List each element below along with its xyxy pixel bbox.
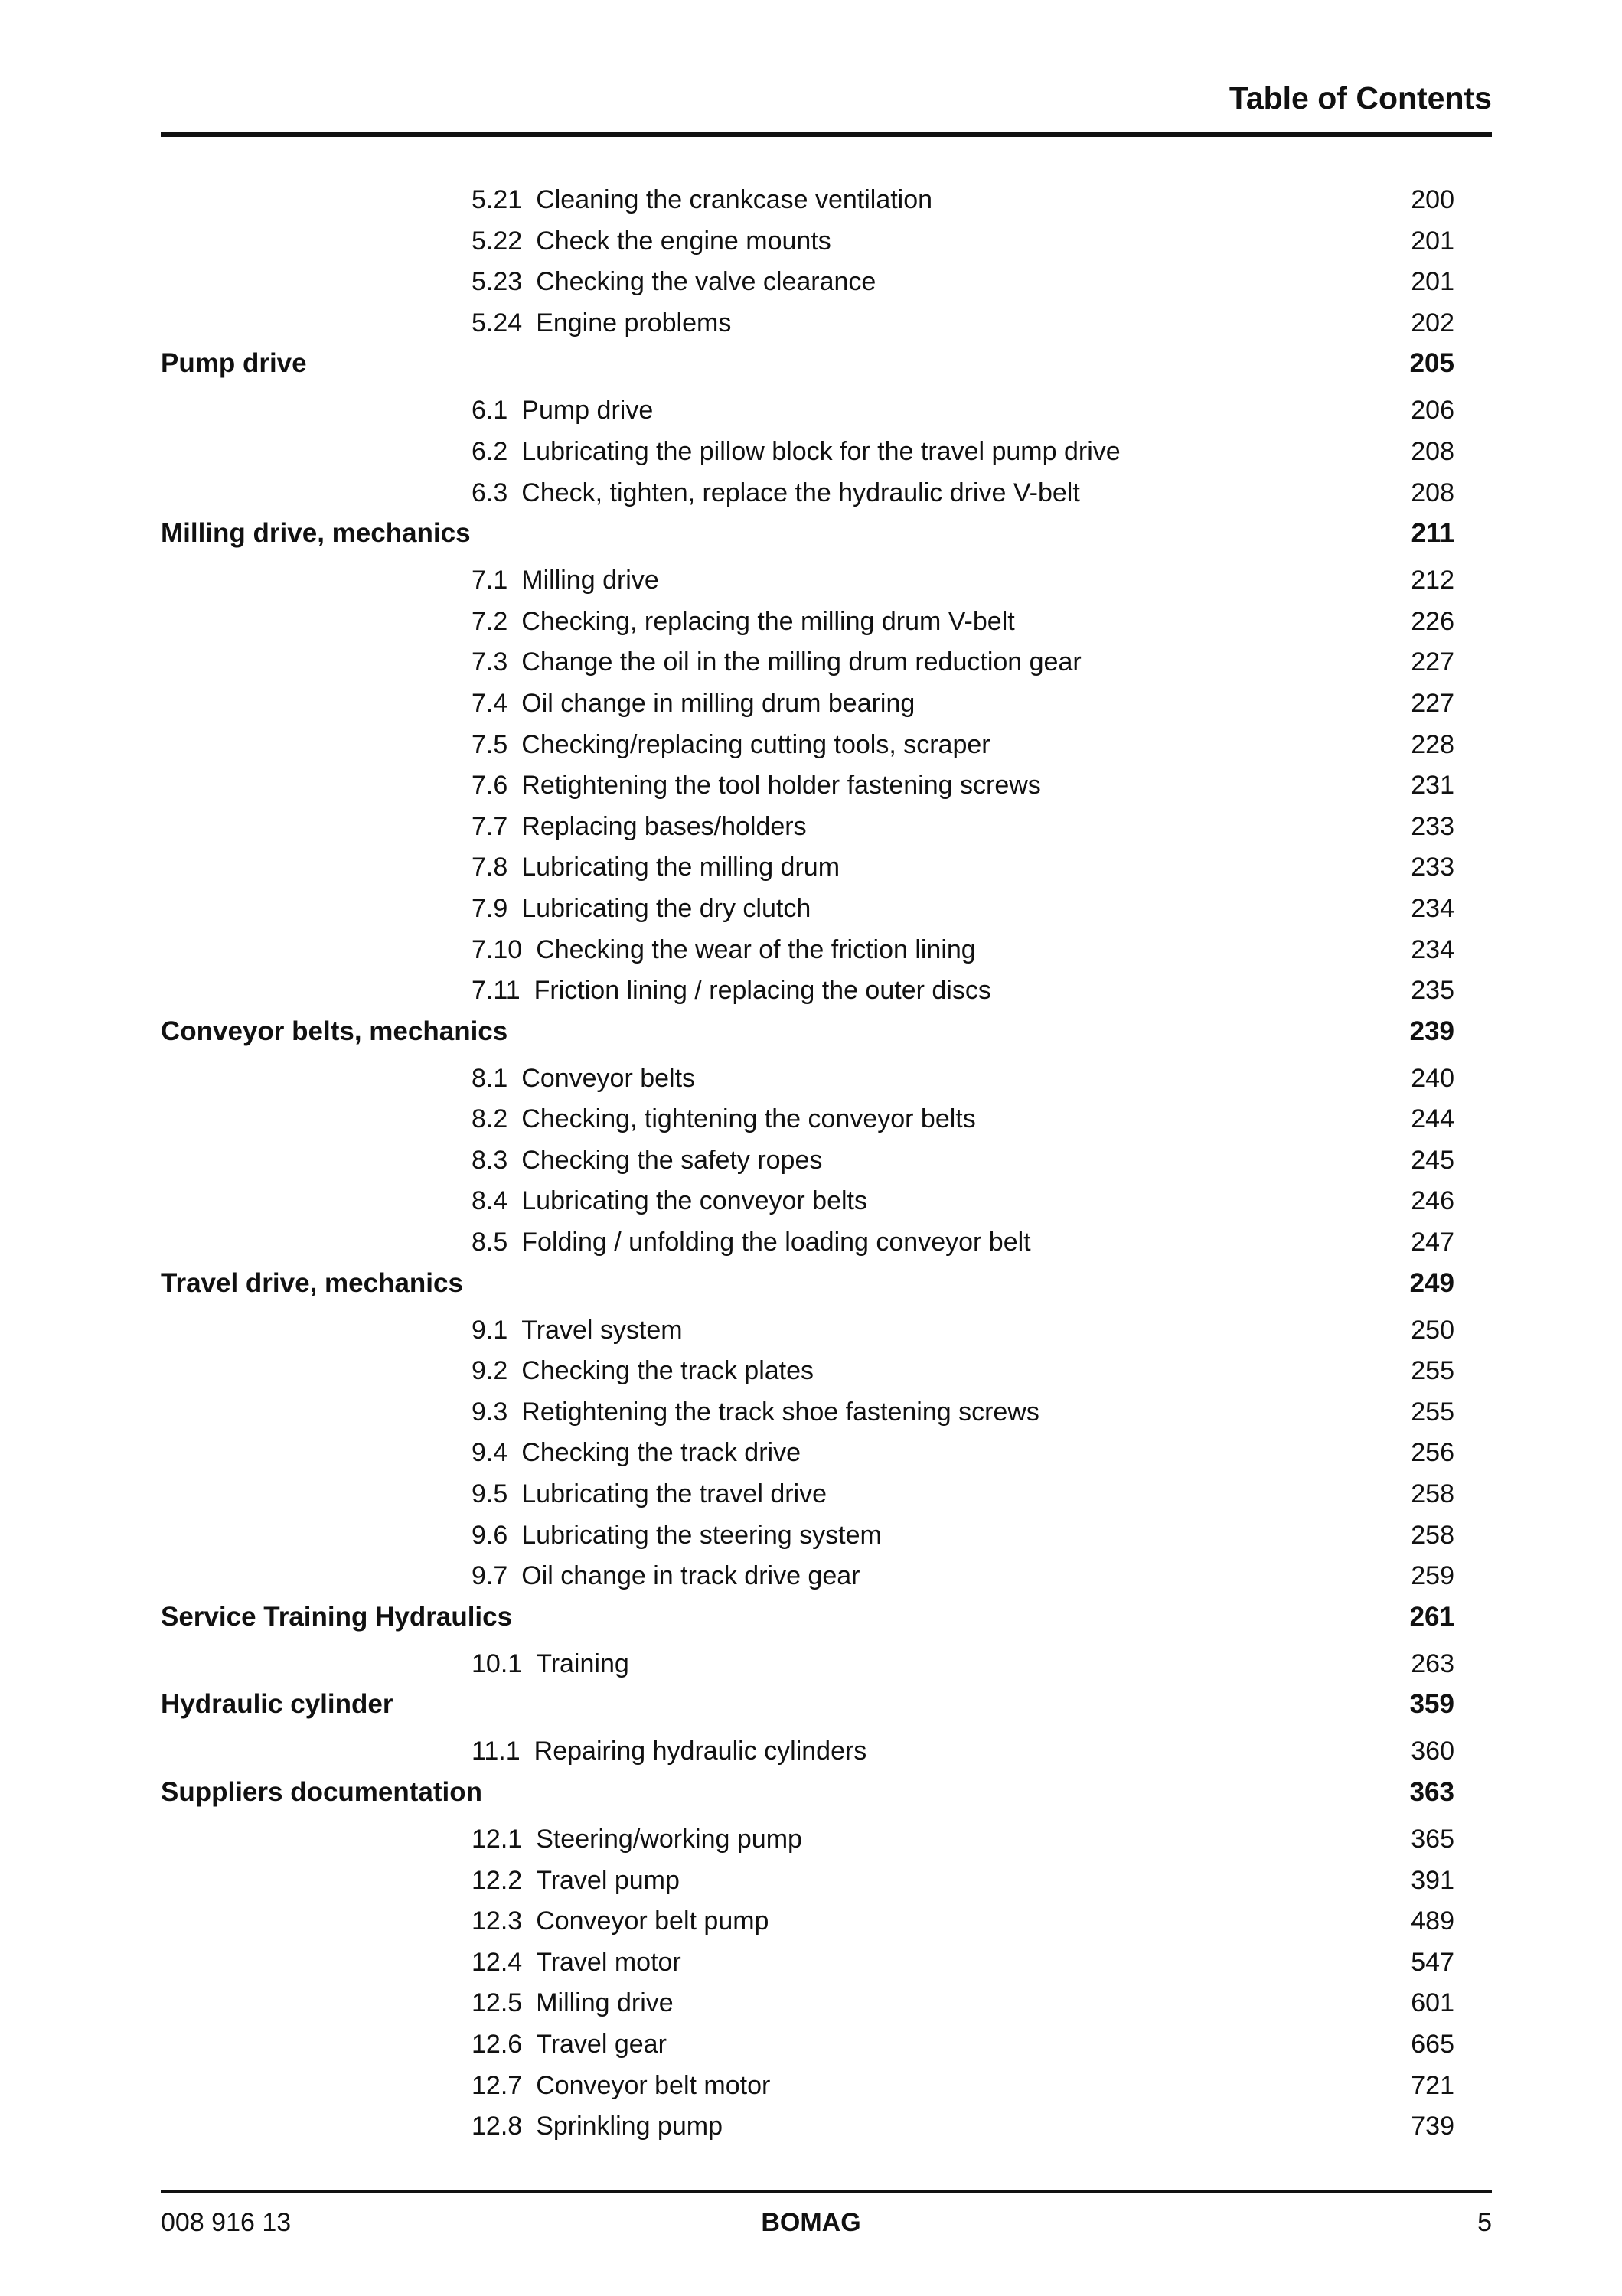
toc-page-number: 360 [1411,1737,1454,1766]
toc-page-number: 363 [1409,1777,1454,1807]
toc-section-row[interactable] [161,1433,1454,1474]
toc-section-row[interactable] [161,847,1454,889]
toc-section-row[interactable] [161,390,1454,432]
toc-page-number: 244 [1411,1104,1454,1134]
section-number: 7.11 [472,976,521,1006]
toc-chapter-row[interactable] [161,1264,1454,1310]
toc-section-row[interactable] [161,1901,1454,1942]
toc-section-row[interactable] [161,180,1454,221]
toc-entry-text [472,1942,681,1984]
chapter-title: Service Training Hydraulics [161,1601,513,1632]
toc-section-row[interactable] [161,1556,1454,1597]
toc-page-number: 206 [1411,396,1454,426]
toc-page-number: 226 [1411,606,1454,636]
toc-page-number: 240 [1411,1063,1454,1093]
section-title: Friction lining / replacing the outer discs [534,976,991,1006]
toc-entry-text [472,303,731,344]
section-title: Lubricating the conveyor belts [521,1186,867,1216]
section-title: Pump drive [521,396,654,426]
toc-page-number: 601 [1411,1988,1454,2018]
toc-entry-text [472,560,659,602]
section-number: 8.4 [472,1186,508,1216]
section-title: Milling drive [521,566,659,595]
toc-page-number: 234 [1411,934,1454,964]
section-number: 7.4 [472,688,508,718]
section-number: 7.2 [472,606,508,636]
toc-section-row[interactable] [161,889,1454,930]
section-number: 9.4 [472,1438,508,1468]
toc-entry-text [472,725,990,766]
section-number: 11.1 [472,1737,521,1766]
section-number: 7.5 [472,729,508,759]
section-title: Lubricating the steering system [521,1520,882,1550]
toc-section-row[interactable] [161,262,1454,303]
toc-entry-text [472,1310,683,1352]
section-title: Checking, replacing the milling drum V-belt [521,606,1015,636]
toc-page-number: 202 [1411,308,1454,338]
toc-entry-text [472,1474,827,1515]
toc-section-row[interactable] [161,1140,1454,1182]
toc-entry-text [472,1515,882,1557]
toc-entry-text [472,2106,723,2148]
toc-entry-text [472,2024,667,2066]
toc-section-row[interactable] [161,1310,1454,1352]
section-number: 8.5 [472,1228,508,1257]
toc-section-row[interactable] [161,1099,1454,1140]
chapter-title: Travel drive, mechanics [161,1267,463,1298]
toc-page-number: 249 [1409,1267,1454,1298]
toc-section-row[interactable] [161,930,1454,971]
chapter-title: Hydraulic cylinder [161,1689,393,1720]
toc-page-number: 665 [1411,2029,1454,2059]
toc-page-number: 247 [1411,1228,1454,1257]
toc-entry-text [161,1773,482,1812]
section-number: 7.7 [472,811,508,841]
section-title: Lubricating the pillow block for the travel pump drive [521,436,1121,466]
section-title: Travel gear [536,2029,667,2059]
section-title: Lubricating the travel drive [521,1479,827,1509]
toc-entry-text [472,1222,1031,1264]
toc-page-number: 228 [1411,729,1454,759]
section-number: 5.21 [472,185,523,214]
toc-section-row[interactable] [161,1942,1454,1984]
toc-page-number: 489 [1411,1906,1454,1936]
section-title: Oil change in track drive gear [521,1561,860,1591]
toc-entry-text [472,2066,770,2107]
toc-page-number: 205 [1409,348,1454,379]
toc-entry-text [472,390,653,432]
toc-section-row[interactable] [161,1474,1454,1515]
section-number: 10.1 [472,1649,523,1678]
toc-section-row[interactable] [161,560,1454,602]
section-number: 6.3 [472,478,508,507]
section-number: 7.9 [472,893,508,923]
footer-rule [161,2190,1492,2193]
toc-section-row[interactable] [161,1861,1454,1902]
toc-entry-text [472,602,1015,643]
toc-section-row[interactable] [161,1515,1454,1557]
section-title: Check the engine mounts [536,226,831,256]
toc-entry-text [472,1433,801,1474]
section-title: Checking/replacing cutting tools, scraper [521,729,990,759]
toc-chapter-row[interactable] [161,344,1454,390]
toc-page-number: 547 [1411,1947,1454,1977]
toc-page-number: 721 [1411,2070,1454,2100]
toc-section-row[interactable] [161,725,1454,766]
section-number: 9.2 [472,1356,508,1386]
toc-section-row[interactable] [161,1351,1454,1392]
chapter-title: Suppliers documentation [161,1777,483,1807]
toc-section-row[interactable] [161,683,1454,725]
section-number: 9.7 [472,1561,508,1591]
toc-entry-text [472,889,811,930]
toc-page-number: 231 [1411,771,1454,801]
toc-page-number: 250 [1411,1315,1454,1345]
section-title: Oil change in milling drum bearing [521,688,915,718]
toc-chapter-row[interactable] [161,1597,1454,1644]
toc-page-number: 233 [1411,811,1454,841]
toc-entry-text [161,1264,463,1303]
toc-entry-text [472,847,840,889]
toc-page-number: 245 [1411,1145,1454,1175]
toc-entry-text [472,473,1080,514]
section-title: Travel pump [536,1865,680,1895]
toc-page-number: 201 [1411,267,1454,297]
section-title: Travel system [521,1315,683,1345]
toc-page-number: 259 [1411,1561,1454,1591]
toc-section-row[interactable] [161,1819,1454,1861]
toc-entry-text [472,221,831,263]
toc-page-number: 391 [1411,1865,1454,1895]
toc-page-number: 263 [1411,1649,1454,1678]
section-title: Lubricating the milling drum [521,853,840,882]
toc-section-row[interactable] [161,970,1454,1012]
toc-page-number: 233 [1411,853,1454,882]
toc-section-row[interactable] [161,303,1454,344]
toc-entry-text [161,1012,507,1051]
toc-entry-text [472,1819,802,1861]
toc-entry-text [472,1901,769,1942]
toc-chapter-row[interactable] [161,1773,1454,1819]
toc-entry-text [472,1731,866,1773]
toc-entry-text [161,344,307,383]
section-number: 6.2 [472,436,508,466]
toc-section-row[interactable] [161,2024,1454,2066]
section-title: Folding / unfolding the loading conveyor belt [521,1228,1031,1257]
section-title: Repairing hydraulic cylinders [534,1737,867,1766]
toc-section-row[interactable] [161,1731,1454,1773]
section-title: Checking the track drive [521,1438,801,1468]
toc-entry-text [472,970,991,1012]
toc-entry-text [472,180,932,221]
toc-page-number: 234 [1411,893,1454,923]
toc-page-number: 359 [1409,1689,1454,1720]
brand-name: BOMAG [761,2208,861,2237]
toc-section-row[interactable] [161,1222,1454,1264]
section-number: 9.1 [472,1315,508,1345]
toc-entry-text [472,1099,976,1140]
toc-section-row[interactable] [161,432,1454,473]
section-number: 7.3 [472,647,508,677]
toc-entry-text [472,432,1121,473]
toc-page-number: 365 [1411,1825,1454,1854]
toc-entry-text [472,642,1082,683]
section-number: 5.23 [472,267,523,297]
section-title: Change the oil in the milling drum reduction gear [521,647,1082,677]
section-number: 12.3 [472,1906,523,1936]
toc-section-row[interactable] [161,1181,1454,1222]
page-number: 5 [1477,2208,1492,2237]
section-title: Cleaning the crankcase ventilation [536,185,933,214]
toc-page-number: 235 [1411,976,1454,1006]
toc-entry-text [472,1351,814,1392]
toc-chapter-row[interactable] [161,514,1454,560]
toc-entry-text [472,1392,1039,1433]
chapter-title: Pump drive [161,348,307,379]
toc-section-row[interactable] [161,807,1454,848]
section-number: 12.2 [472,1865,523,1895]
toc-page-number: 208 [1411,436,1454,466]
toc-page-number: 261 [1409,1601,1454,1632]
toc-entry-text [161,514,471,553]
toc-section-row[interactable] [161,221,1454,263]
toc-entry-text [472,765,1041,807]
chapter-title: Milling drive, mechanics [161,518,471,549]
page-title: Table of Contents [1229,80,1492,116]
toc-section-row[interactable] [161,1644,1454,1685]
section-number: 12.7 [472,2070,523,2100]
toc-entry-text [472,930,976,971]
toc-page-number: 212 [1411,566,1454,595]
section-number: 9.5 [472,1479,508,1509]
section-number: 7.10 [472,934,523,964]
section-title: Replacing bases/holders [521,811,807,841]
section-number: 7.8 [472,853,508,882]
toc-chapter-row[interactable] [161,1012,1454,1058]
section-number: 12.8 [472,2112,523,2141]
section-title: Checking the valve clearance [536,267,876,297]
document-number: 008 916 13 [161,2208,292,2237]
section-number: 8.1 [472,1063,508,1093]
toc-page-number: 258 [1411,1520,1454,1550]
section-title: Lubricating the dry clutch [521,893,811,923]
section-title: Conveyor belt pump [536,1906,769,1936]
toc-page-number: 256 [1411,1438,1454,1468]
toc-section-row[interactable] [161,1983,1454,2024]
toc-entry-text [472,1983,674,2024]
toc-page-number: 739 [1411,2112,1454,2141]
section-title: Checking the track plates [521,1356,814,1386]
header-rule [161,132,1492,137]
toc-section-row[interactable] [161,1058,1454,1100]
toc-section-row[interactable] [161,2066,1454,2107]
toc-entry-text [472,807,807,848]
toc-entry-text [472,1140,822,1182]
section-title: Sprinkling pump [536,2112,723,2141]
section-title: Retightening the tool holder fastening screws [521,771,1041,801]
toc-page-number: 200 [1411,185,1454,214]
toc-entry-text [161,1597,512,1636]
section-title: Engine problems [536,308,732,338]
toc-entry-text [472,262,876,303]
toc-entry-text [472,1181,867,1222]
toc-entry-text [472,683,915,725]
toc-section-row[interactable] [161,642,1454,683]
toc-page-number: 255 [1411,1356,1454,1386]
toc-page-number: 255 [1411,1397,1454,1427]
section-title: Checking, tightening the conveyor belts [521,1104,976,1134]
toc-entry-text [472,1556,860,1597]
section-number: 9.6 [472,1520,508,1550]
section-number: 9.3 [472,1397,508,1427]
section-number: 12.5 [472,1988,523,2018]
section-title: Checking the wear of the friction lining [536,934,976,964]
toc-chapter-row[interactable] [161,1684,1454,1731]
section-title: Retightening the track shoe fastening screws [521,1397,1039,1427]
toc-entry-text [472,1861,680,1902]
section-number: 8.2 [472,1104,508,1134]
section-title: Conveyor belts [521,1063,696,1093]
toc-page-number: 258 [1411,1479,1454,1509]
toc-page-number: 239 [1409,1016,1454,1046]
section-number: 6.1 [472,396,508,426]
section-title: Training [536,1649,629,1678]
table-of-contents [161,180,1454,2148]
toc-page-number: 208 [1411,478,1454,507]
section-number: 7.1 [472,566,508,595]
toc-section-row[interactable] [161,602,1454,643]
chapter-title: Conveyor belts, mechanics [161,1016,508,1046]
section-title: Travel motor [536,1947,681,1977]
section-title: Checking the safety ropes [521,1145,823,1175]
section-number: 12.4 [472,1947,523,1977]
section-title: Check, tighten, replace the hydraulic drive V-belt [521,478,1080,507]
section-number: 5.24 [472,308,523,338]
section-number: 7.6 [472,771,508,801]
section-title: Conveyor belt motor [536,2070,771,2100]
section-number: 5.22 [472,226,523,256]
section-title: Milling drive [536,1988,674,2018]
toc-page-number: 201 [1411,226,1454,256]
toc-section-row[interactable] [161,473,1454,514]
toc-entry-text [472,1644,629,1685]
toc-page-number: 246 [1411,1186,1454,1216]
toc-page-number: 227 [1411,688,1454,718]
toc-entry-text [472,1058,695,1100]
section-title: Steering/working pump [536,1825,802,1854]
section-number: 12.6 [472,2029,523,2059]
section-number: 8.3 [472,1145,508,1175]
toc-page-number: 227 [1411,647,1454,677]
toc-section-row[interactable] [161,2106,1454,2148]
toc-section-row[interactable] [161,1392,1454,1433]
toc-entry-text [161,1684,393,1724]
section-number: 12.1 [472,1825,523,1854]
toc-section-row[interactable] [161,765,1454,807]
toc-page-number: 211 [1411,518,1454,549]
